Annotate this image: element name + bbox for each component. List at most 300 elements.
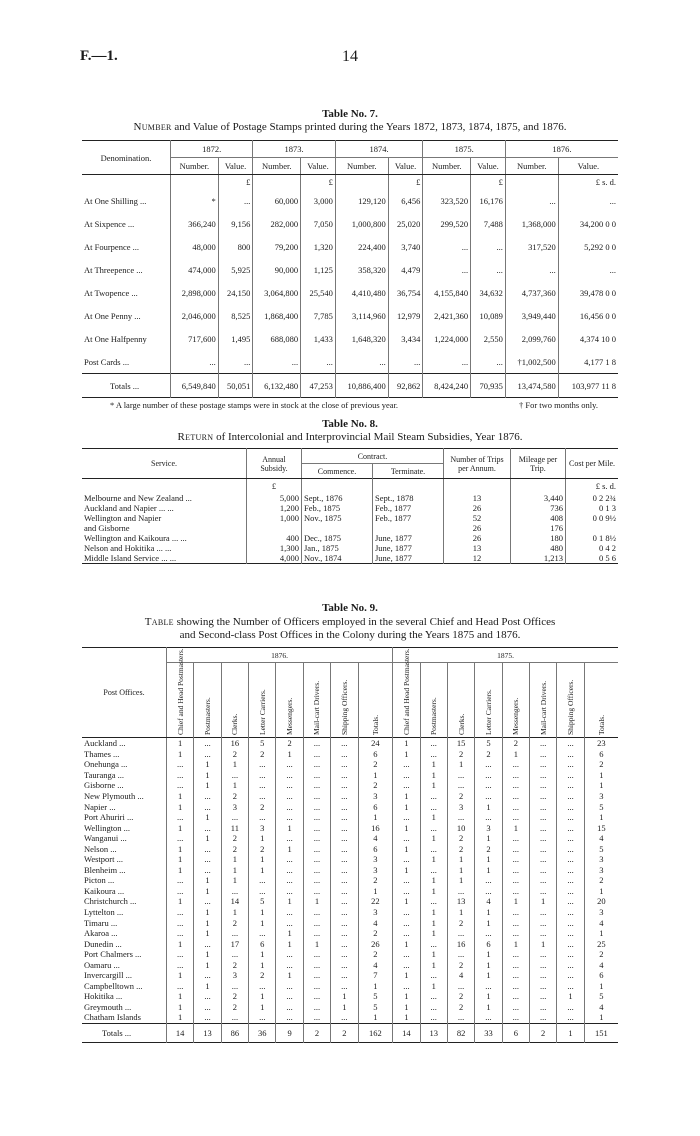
stamp-value-cell: 60,000 [253,189,301,212]
count-1876: 1 [167,822,194,833]
count-1876: ... [276,959,303,970]
count-1876: ... [303,970,330,981]
count-1876: ... [303,738,330,749]
count-1876: ... [331,981,358,992]
count-1875: 1 [475,949,502,960]
denomination-cell: At Twopence ... [84,287,138,298]
service-cell: Middle Island Service ... ... [84,553,177,563]
stamp-value-cell: * [171,189,219,212]
count-1875: 1 [502,896,529,907]
count-1876: ... [167,928,194,939]
trips-cell: 13 [444,493,511,503]
count-1875: 5 [584,843,618,854]
count-1876: 16 [358,822,393,833]
stamp-value-cell: 5,292 0 0 [558,235,618,258]
post-office-row [82,865,618,876]
stamp-value-cell: 1,868,400 [253,304,301,327]
service-cell: Auckland and Napier ... ... [84,503,174,513]
count-1876: 3 [358,791,393,802]
count-1876: 4 [358,959,393,970]
count-1875: ... [475,981,502,992]
total-1875: 151 [584,1023,618,1042]
count-1875: 1 [393,938,420,949]
count-1876: 1 [276,938,303,949]
count-1876: ... [249,981,276,992]
count-1875: ... [502,981,529,992]
service-header: Service. [82,449,247,479]
count-1876: ... [249,770,276,781]
stamp-value-cell: ... [505,189,558,212]
count-1875: 1 [447,759,474,770]
count-1875: ... [557,1002,584,1013]
count-1876: 1 [221,865,248,876]
count-1875: ... [447,770,474,781]
count-1875: 1 [420,875,447,886]
count-1875: 1 [420,917,447,928]
stamp-value-cell: 1,495 [218,327,253,350]
count-1875: ... [447,928,474,939]
officer-column-label: Clerks. [230,713,240,735]
count-1875: 1 [420,854,447,865]
count-1876: ... [167,981,194,992]
count-1876: ... [303,759,330,770]
subsidy-row [82,543,618,553]
count-1876: 5 [358,1002,393,1013]
count-1875: ... [447,886,474,897]
count-1875: 2 [447,917,474,928]
count-1875: 1 [447,875,474,886]
count-1875: ... [530,738,557,749]
count-1876: 2 [276,738,303,749]
officer-column-header [194,663,221,738]
count-1875: ... [393,907,420,918]
count-1876: ... [194,991,221,1002]
count-1875: 6 [584,970,618,981]
count-1875: 1 [447,854,474,865]
count-1876: ... [249,875,276,886]
stamp-value-cell: ... [471,350,506,374]
officer-column-label: Postmasters. [203,697,213,735]
stamp-value-cell: 10,089 [471,304,506,327]
currency-cell [171,175,219,190]
count-1876: ... [167,917,194,928]
count-1875: ... [530,759,557,770]
count-1876: ... [276,801,303,812]
stamp-value-cell: 688,080 [253,327,301,350]
stamp-value-cell: 224,400 [335,235,388,258]
officer-column-header [502,663,529,738]
officer-column-label: Shipping Officers. [566,679,576,735]
count-1876: ... [276,1012,303,1023]
count-1876: 2 [221,959,248,970]
count-1876: 1 [276,970,303,981]
count-1876: 1 [194,886,221,897]
count-1875: ... [530,917,557,928]
count-1876: ... [331,822,358,833]
mileage-header: Mileage per Trip. [511,449,566,479]
count-1876: ... [194,822,221,833]
post-office-name: Tauranga ... [84,769,124,780]
subsidy-cell: 400 [247,533,302,543]
count-1876: 17 [221,938,248,949]
stamp-value-cell: 1,648,320 [335,327,388,350]
count-1876: ... [303,991,330,1002]
count-1876: 2 [221,833,248,844]
subsidy-row [82,493,618,503]
post-office-row [82,1012,618,1023]
count-1876: ... [303,886,330,897]
stamp-value-cell: 3,949,440 [505,304,558,327]
stamp-value-cell: 299,520 [423,212,471,235]
post-office-name: Timaru ... [84,917,118,928]
count-1875: ... [530,1012,557,1023]
post-office-name: Oamaru ... [84,959,120,970]
count-1876: 1 [194,981,221,992]
count-1875: ... [447,981,474,992]
count-1876: ... [331,801,358,812]
count-1876: 1 [194,780,221,791]
count-1875: ... [393,833,420,844]
count-1875: ... [530,875,557,886]
count-1875: ... [557,854,584,865]
stamp-value-cell: 1,368,000 [505,212,558,235]
count-1875: ... [393,770,420,781]
count-1875: ... [502,843,529,854]
post-office-name: Hokitika ... [84,991,123,1002]
count-1875: 4 [584,1002,618,1013]
stamp-value-cell: 4,177 1 8 [558,350,618,374]
count-1876: ... [167,759,194,770]
stamp-value-cell: ... [218,350,253,374]
count-1876: 1 [221,907,248,918]
cost-cell: 0 2 2¾ [566,493,619,503]
count-1875: ... [530,801,557,812]
count-1875: 4 [447,970,474,981]
count-1875: ... [530,959,557,970]
count-1876: ... [276,791,303,802]
post-office-row [82,822,618,833]
count-1876: 3 [358,907,393,918]
count-1876: 1 [194,917,221,928]
stamp-value-cell: 2,099,760 [505,327,558,350]
count-1876: 1 [194,949,221,960]
total-cell: 10,886,400 [335,374,388,398]
totals-row [82,1023,618,1042]
post-office-name: Wanganui ... [84,833,127,844]
post-office-row [82,1002,618,1013]
stamp-row [82,235,618,258]
count-1876: 2 [221,843,248,854]
count-1876: ... [276,854,303,865]
stamp-value-cell: 129,120 [335,189,388,212]
commence-cell: Jan., 1875 [302,543,373,553]
count-1876: ... [276,917,303,928]
count-1875: 2 [584,949,618,960]
officer-column-header [167,648,194,738]
count-1876: 1 [167,896,194,907]
currency-cell [302,479,373,494]
trips-header: Number of Trips per Annum. [444,449,511,479]
post-office-row [82,780,618,791]
count-1875: 3 [584,865,618,876]
denomination-cell: At Fourpence ... [84,241,140,252]
post-office-name: Greymouth ... [84,1001,132,1012]
count-1876: 1 [358,812,393,823]
count-1875: ... [420,938,447,949]
officer-column-label: Messengers. [285,697,295,735]
post-office-name: Napier ... [84,801,116,812]
post-office-officers-table [82,647,618,1043]
count-1876: ... [331,886,358,897]
count-1876: ... [194,854,221,865]
total-1876: 13 [194,1023,221,1042]
count-1875: 1 [420,959,447,970]
post-office-row [82,854,618,865]
post-office-row [82,896,618,907]
count-1875: 1 [420,981,447,992]
mail-subsidies-table [82,448,618,564]
count-1876: 4 [358,917,393,928]
count-1875: ... [475,928,502,939]
count-1876: ... [276,865,303,876]
cost-cell: 0 1 3 [566,503,619,513]
count-1875: ... [502,875,529,886]
total-1876: 162 [358,1023,393,1042]
count-1875: 1 [475,991,502,1002]
post-office-row [82,770,618,781]
count-1875: ... [502,917,529,928]
totals-label: Totals ... [102,1027,132,1038]
table9-title: Table No. 9. [322,602,378,614]
count-1876: ... [331,843,358,854]
subsidy-row [82,523,618,533]
count-1875: ... [475,770,502,781]
officer-column-header [276,663,303,738]
count-1875: 2 [447,959,474,970]
post-office-row [82,812,618,823]
count-1875: ... [447,949,474,960]
count-1876: 1 [221,875,248,886]
count-1875: ... [420,1002,447,1013]
count-1875: 1 [530,896,557,907]
mileage-cell: 176 [511,523,566,533]
stamp-value-cell: ... [471,235,506,258]
count-1876: 1 [221,854,248,865]
count-1876: ... [303,907,330,918]
total-cell: 8,424,240 [423,374,471,398]
currency-cell [511,479,566,494]
currency-cell [335,175,388,190]
count-1876: 2 [358,780,393,791]
count-1875: 1 [393,1002,420,1013]
count-1876: 1 [358,1012,393,1023]
count-1875: 1 [475,970,502,981]
count-1875: 1 [393,843,420,854]
count-1875: ... [502,1012,529,1023]
post-office-name: Blenheim ... [84,864,126,875]
count-1876: 1 [167,1012,194,1023]
count-1876: ... [276,875,303,886]
stamp-value-cell: 358,320 [335,258,388,281]
count-1875: ... [393,875,420,886]
stamp-value-cell: ... [423,235,471,258]
commence-header: Commence. [302,464,373,479]
stamp-row [82,258,618,281]
count-1876: 1 [249,949,276,960]
stamp-value-cell: 1,000,800 [335,212,388,235]
count-1876: 1 [276,843,303,854]
subsidy-row [82,503,618,513]
mileage-cell: 3,440 [511,493,566,503]
total-cell: 6,132,480 [253,374,301,398]
count-1875: ... [393,780,420,791]
table8-subtitle: Return of Intercolonial and Interprovincial Mail Steam Subsidies, Year 1876. [177,431,523,443]
count-1875: 1 [420,907,447,918]
trips-cell: 26 [444,523,511,533]
count-1876: ... [221,949,248,960]
count-1875: 2 [447,843,474,854]
post-office-name: Gisborne ... [84,780,124,791]
count-1876: 1 [276,928,303,939]
officer-column-header [393,648,420,738]
count-1875: 1 [420,812,447,823]
count-1876: ... [194,749,221,760]
value-column-header: Value. [218,158,253,175]
count-1875: ... [502,886,529,897]
count-1875: 1 [393,970,420,981]
contract-header: Contract. [302,449,444,464]
count-1875: 1 [530,938,557,949]
count-1876: ... [167,907,194,918]
count-1876: ... [276,770,303,781]
year-header: 1875. [423,141,505,158]
cost-cell: 0 4 2 [566,543,619,553]
officer-column-label: Chief and Head Postmasters. [175,648,185,735]
count-1876: ... [331,970,358,981]
officer-column-header [557,663,584,738]
count-1876: ... [194,1002,221,1013]
commence-cell: Feb., 1875 [302,503,373,513]
count-1876: ... [331,770,358,781]
count-1875: 2 [584,759,618,770]
terminate-cell: June, 1877 [373,553,444,564]
count-1875: ... [502,949,529,960]
count-1876: ... [276,907,303,918]
service-cell: Wellington and Napier [84,513,162,523]
terminate-cell [373,523,444,533]
count-1875: ... [530,970,557,981]
stamp-value-cell: 4,374 10 0 [558,327,618,350]
count-1876: 5 [249,738,276,749]
count-1875: 1 [393,865,420,876]
stamp-value-cell: ... [253,350,301,374]
count-1875: 6 [475,938,502,949]
stamp-value-cell: 6,456 [388,189,423,212]
count-1875: ... [502,854,529,865]
total-1875: 13 [420,1023,447,1042]
officer-column-label: Totals. [370,714,380,735]
stamp-value-cell: 1,320 [301,235,336,258]
count-1875: ... [475,1012,502,1023]
service-cell: Wellington and Kaikoura ... ... [84,533,187,543]
count-1875: ... [502,812,529,823]
officer-column-label: Chief and Head Postmasters. [401,648,411,735]
count-1876: 1 [221,780,248,791]
post-office-row [82,749,618,760]
count-1876: ... [303,854,330,865]
count-1875: ... [393,854,420,865]
number-column-header: Number. [171,158,219,175]
post-office-name: Wellington ... [84,822,131,833]
count-1876: ... [249,928,276,939]
count-1876: ... [249,791,276,802]
count-1876: ... [249,759,276,770]
count-1875: ... [557,865,584,876]
count-1875: ... [557,801,584,812]
subsidy-row [82,533,618,543]
year-header: 1876. [167,648,393,663]
count-1875: ... [530,949,557,960]
mileage-cell: 408 [511,513,566,523]
count-1875: 1 [475,917,502,928]
count-1876: ... [331,938,358,949]
count-1875: ... [530,928,557,939]
total-1876: 2 [331,1023,358,1042]
value-column-header: Value. [388,158,423,175]
stamp-value-cell: 90,000 [253,258,301,281]
count-1875: 2 [475,749,502,760]
total-1875: 1 [557,1023,584,1042]
year-header: 1876. [505,141,618,158]
count-1876: ... [303,949,330,960]
count-1876: ... [303,1012,330,1023]
table9-subtitle: Table showing the Number of Officers employed in the several Chief and Head Post Offices and Second-class Post Offices in the Colony during the Years 1875 and 1876. [144,616,556,641]
post-office-row [82,970,618,981]
count-1876: 1 [167,865,194,876]
stamp-row [82,189,618,212]
subsidy-cell: 1,200 [247,503,302,513]
denomination-cell: At One Penny ... [84,310,141,321]
count-1875: ... [530,812,557,823]
post-office-name: Invercargill ... [84,970,132,981]
post-office-name: Nelson ... [84,843,117,854]
postage-stamps-table [82,140,618,398]
stamp-value-cell: 7,488 [471,212,506,235]
post-office-row [82,917,618,928]
stamp-value-cell: 1,224,000 [423,327,471,350]
totals-label: Totals ... [110,380,140,391]
stamp-value-cell: 8,525 [218,304,253,327]
count-1875: ... [420,822,447,833]
currency-cell: £ s. d. [566,479,619,494]
count-1875: 3 [475,822,502,833]
subsidy-row [82,513,618,523]
currency-cell: £ [247,479,302,494]
denomination-cell: At One Halfpenny [84,333,147,344]
footnote-asterisk: * A large number of these postage stamps were in stock at the close of previous year. [110,400,399,410]
officer-column-label: Letter Carriers. [257,689,267,735]
count-1875: 2 [447,1002,474,1013]
count-1876: 6 [358,843,393,854]
trips-cell: 12 [444,553,511,564]
commence-cell: Nov., 1874 [302,553,373,564]
value-column-header: Value. [471,158,506,175]
totals-row [82,374,618,398]
count-1876: 14 [221,896,248,907]
total-1875: 6 [502,1023,529,1042]
count-1875: ... [393,959,420,970]
post-office-row [82,801,618,812]
